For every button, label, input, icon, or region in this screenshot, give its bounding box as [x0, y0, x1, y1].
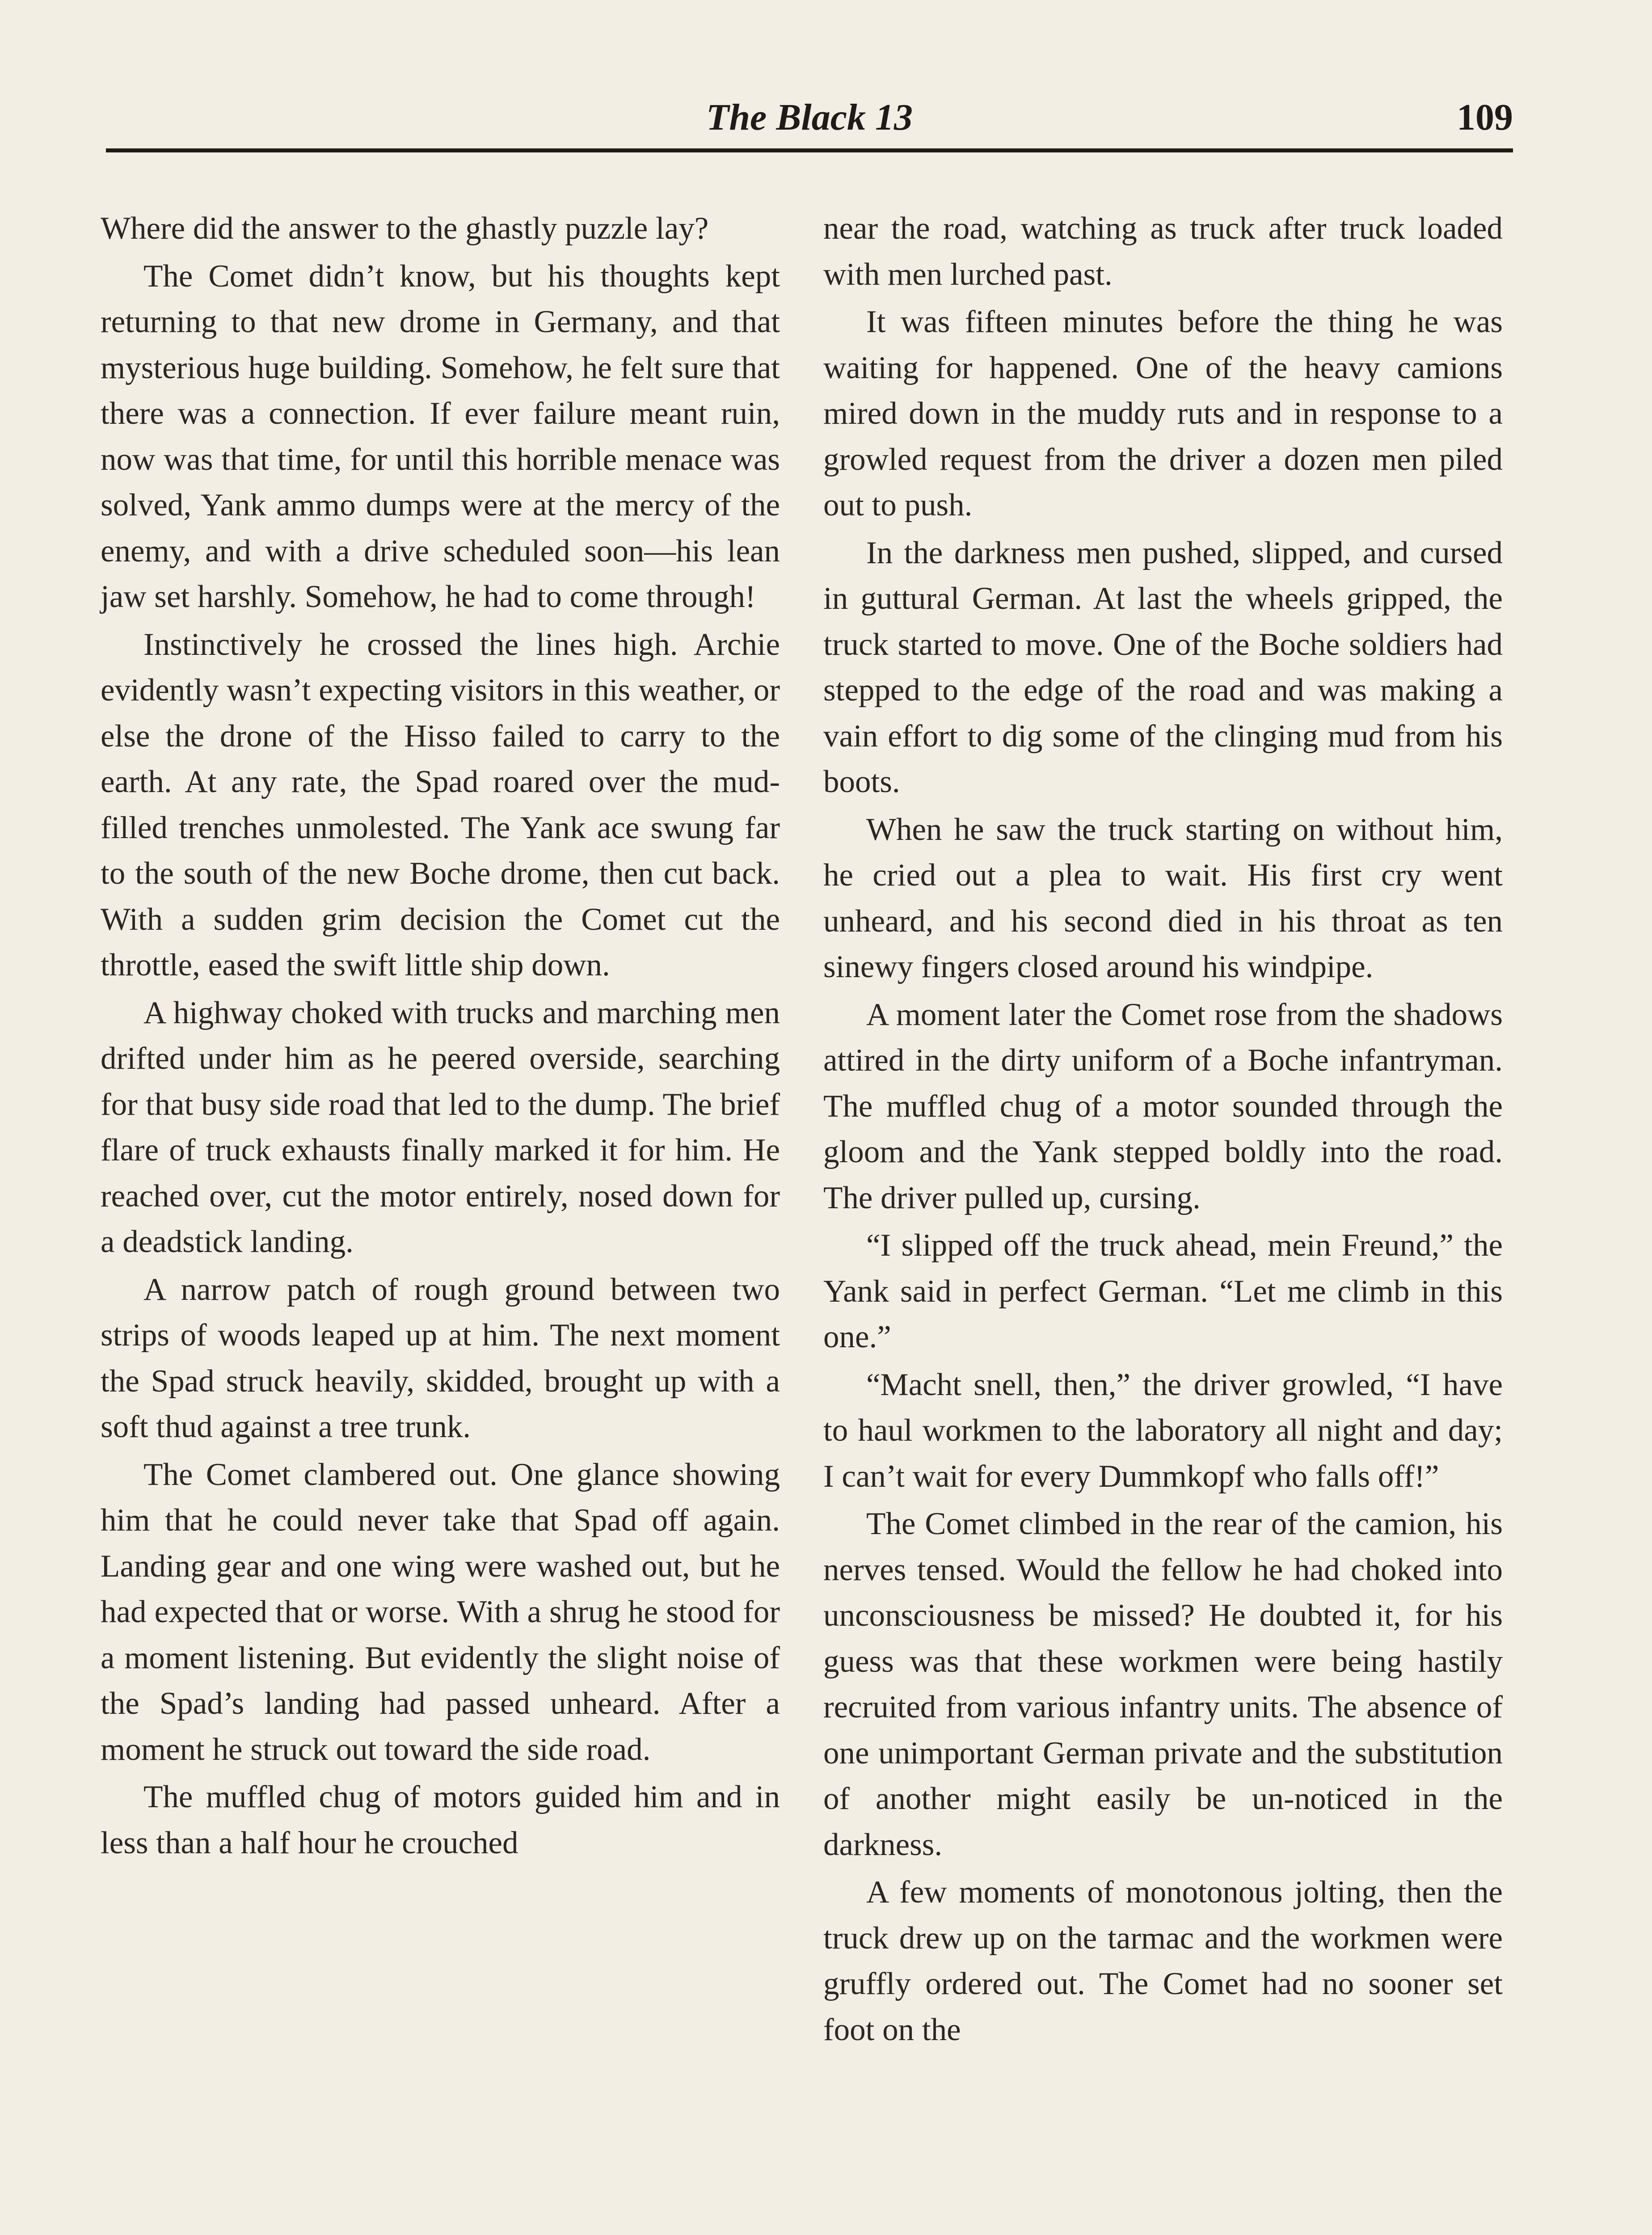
- paragraph: near the road, watching as truck after truck loaded with men lurched past.: [823, 211, 1503, 292]
- paragraph: The Comet didn’t know, but his thoughts kept returning to that new drome in Germany, and that mysterious huge building. Somehow, he felt sure that there was a connection. If ever failure meant ruin, now was that time, for until this horrible menace was solved, Yank ammo dumps were at the mercy of the enemy, and with a drive scheduled soon—his lean jaw set harshly. Somehow, he had to come through!: [101, 258, 780, 614]
- paragraph: In the darkness men pushed, slipped, and cursed in guttural German. At last the wheels gripped, the truck started to move. One of the Boche soldiers had stepped to the edge of the road and was making a vain effort to dig some of the clinging mud from his boots.: [823, 535, 1503, 799]
- paragraph: It was fifteen minutes before the thing he was waiting for happened. One of the heavy camions mired down in the muddy ruts and in response to a growled request from the driver a dozen men piled out to push.: [823, 304, 1503, 523]
- paragraph: The muffled chug of motors guided him and in less than a half hour he crouched: [101, 1780, 780, 1860]
- page-number: 109: [1457, 97, 1513, 138]
- running-title: The Black 13: [706, 97, 913, 138]
- paragraph: Where did the answer to the ghastly puzzle lay?: [101, 211, 709, 246]
- paragraph: “Macht snell, then,” the driver growled, “I have to haul workmen to the laboratory all night and day; I can’t wait for every Dummkopf who falls off!”: [823, 1367, 1503, 1494]
- page-header: [106, 97, 1513, 138]
- text-column-right: [823, 206, 1503, 2054]
- paragraph: A moment later the Comet rose from the shadows attired in the dirty uniform of a Boche infantryman. The muffled chug of a motor sounded through the gloom and the Yank stepped boldly into the road. The driver pulled up, cursing.: [823, 997, 1503, 1215]
- paragraph: The Comet climbed in the rear of the camion, his nerves tensed. Would the fellow he had choked into unconsciousness be missed? He doubted it, for his guess was that these workmen were being hastily recruited from various infantry units. The absence of one unimportant German private and the substitution of another might easily be un-noticed in the darkness.: [823, 1506, 1503, 1862]
- paragraph: When he saw the truck starting on without him, he cried out a plea to wait. His first cry went unheard, and his second died in his throat as ten sinewy fingers closed around his windpipe.: [823, 812, 1503, 984]
- paragraph: Instinctively he crossed the lines high. Archie evidently wasn’t expecting visitors in this weather, or else the drone of the Hisso failed to carry to the earth. At any rate, the Spad roared over the mud-filled trenches unmolested. The Yank ace swung far to the south of the new Boche drome, then cut back. With a sudden grim decision the Comet cut the throttle, eased the swift little ship down.: [101, 627, 780, 983]
- paragraph: A few moments of monotonous jolting, then the truck drew up on the tarmac and the workmen were gruffly ordered out. The Comet had no sooner set foot on the: [823, 1875, 1503, 2047]
- paragraph: A narrow patch of rough ground between two strips of woods leaped up at him. The next moment the Spad struck heavily, skidded, brought up with a soft thud against a tree trunk.: [101, 1272, 780, 1444]
- text-column-left: [101, 206, 780, 1868]
- paragraph: A highway choked with trucks and marching men drifted under him as he peered overside, searching for that busy side road that led to the dump. The brief flare of truck exhausts finally marked it for him. He reached over, cut the motor entirely, nosed down for a deadstick landing.: [101, 995, 780, 1259]
- paragraph: The Comet clambered out. One glance showing him that he could never take that Spad off again. Landing gear and one wing were washed out, but he had expected that or worse. With a shrug he stood for a moment listening. But evidently the slight noise of the Spad’s landing had passed unheard. After a moment he struck out toward the side road.: [101, 1457, 780, 1767]
- header-rule: [106, 148, 1513, 152]
- paragraph: “I slipped off the truck ahead, mein Freund,” the Yank said in perfect German. “Let me climb in this one.”: [823, 1228, 1503, 1354]
